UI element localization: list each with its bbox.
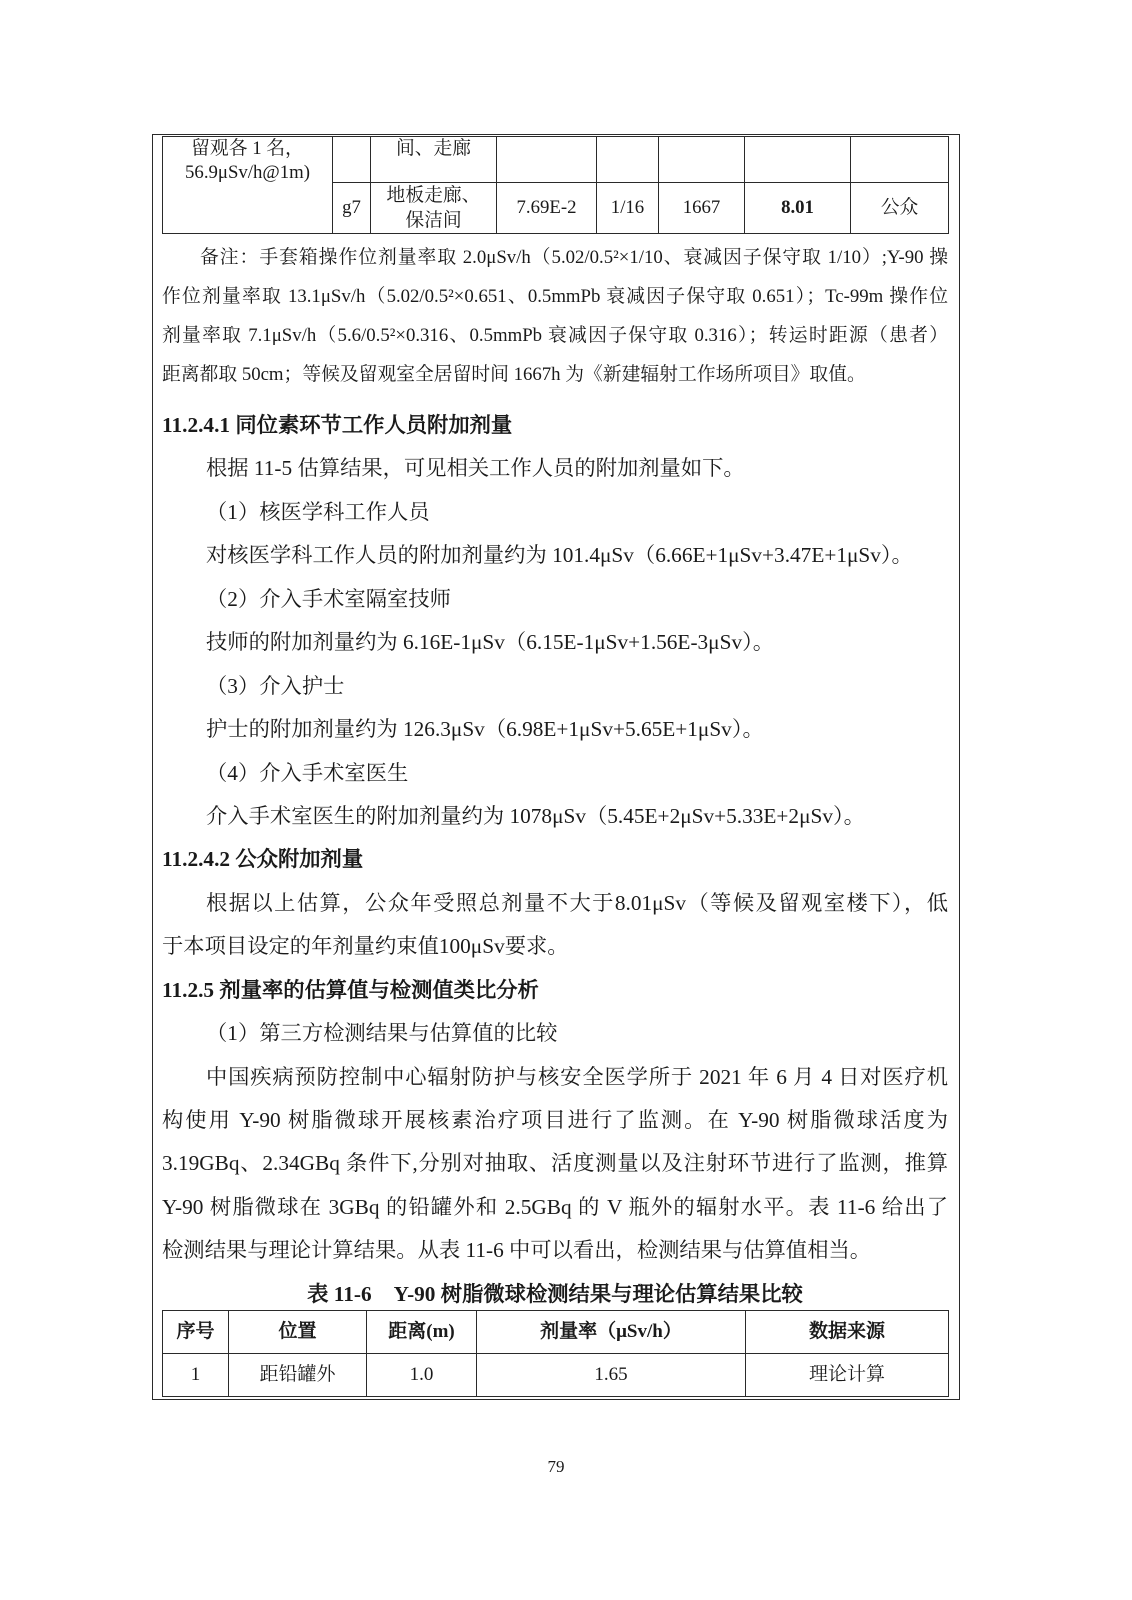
note-line: 距离都取 50cm；等候及留观室全居留时间 1667h 为《新建辐射工作场所项目》取值。 (162, 364, 866, 385)
paragraph-line: 3.19GBq、2.34GBq 条件下,分别对抽取、活度测量以及注射环节进行了监测，推算 (162, 1151, 948, 1176)
table-cell-annual-dose: 8.01 (745, 183, 851, 234)
table-cell-empty (745, 137, 851, 183)
paragraph-line: 护士的附加剂量约为 126.3μSv（6.98E+1μSv+5.65E+1μSv）。 (206, 717, 764, 742)
list-item-label: （1）第三方检测结果与估算值的比较 (206, 1021, 558, 1046)
table-cell-distance: 1.0 (367, 1354, 477, 1397)
table-cell-location: 间、走廊 (371, 137, 497, 183)
column-header-position: 位置 (229, 1311, 367, 1354)
list-item-label: （1）核医学科工作人员 (206, 499, 430, 524)
section-heading: 11.2.4.1 同位素环节工作人员附加剂量 (162, 413, 513, 437)
list-item-label: （2）介入手术室隔室技师 (206, 586, 451, 611)
table-cell-empty (333, 137, 371, 183)
column-header-index: 序号 (163, 1311, 229, 1354)
table-cell-location (371, 183, 497, 234)
cell-line: 56.9μSv/h@1m) (185, 162, 310, 183)
paragraph-line: 根据以上估算，公众年受照总剂量不大于8.01μSv（等候及留观室楼下），低 (206, 890, 948, 915)
dose-estimate-table-continued (162, 136, 949, 234)
note-line: 剂量率取 7.1μSv/h（5.6/0.5²×0.316、0.5mmPb 衰减因子保守取 0.316）；转运时距源（患者） (162, 325, 948, 346)
table-cell-id: g7 (333, 183, 371, 234)
cell-line: 留观各 1 名， (191, 138, 304, 159)
cell-line: 保洁间 (405, 210, 462, 231)
column-header-dose-rate: 剂量率（μSv/h） (477, 1311, 746, 1354)
table-cell-group: 公众 (851, 183, 949, 234)
table-header-row (163, 1311, 949, 1354)
cell-line: 地板走廊、 (386, 185, 481, 206)
paragraph-line: 介入手术室医生的附加剂量约为 1078μSv（5.45E+2μSv+5.33E+2μSv）。 (206, 803, 865, 828)
table-cell-staff-description (163, 137, 333, 234)
paragraph-line: 根据 11-5 估算结果，可见相关工作人员的附加剂量如下。 (206, 456, 745, 481)
table-cell-occupancy-factor: 1/16 (597, 183, 659, 234)
caption-number: 表 11-6 (307, 1281, 372, 1306)
table-cell-empty (659, 137, 745, 183)
table-cell-position: 距铅罐外 (229, 1354, 367, 1397)
table-note (162, 238, 948, 394)
document-body (162, 404, 948, 1316)
paragraph-line: 中国疾病预防控制中心辐射防护与核安全医学所于 2021 年 6 月 4 日对医疗机 (206, 1064, 948, 1089)
column-header-source: 数据来源 (746, 1311, 949, 1354)
paragraph-line: 对核医学科工作人员的附加剂量约为 101.4μSv（6.66E+1μSv+3.47E+1μSv）。 (206, 543, 913, 568)
paragraph-line: 检测结果与理论计算结果。从表 11-6 中可以看出，检测结果与估算值相当。 (162, 1238, 872, 1263)
table-cell-empty (497, 137, 597, 183)
list-item-label: （3）介入护士 (206, 673, 345, 698)
paragraph-line: 构使用 Y-90 树脂微球开展核素治疗项目进行了监测。在 Y-90 树脂微球活度为 (162, 1108, 948, 1132)
paragraph-line: Y-90 树脂微球在 3GBq 的铅罐外和 2.5GBq 的 V 瓶外的辐射水平。表 11-6 给出了 (162, 1194, 948, 1219)
section-heading: 11.2.4.2 公众附加剂量 (162, 847, 364, 872)
table-cell-index: 1 (163, 1354, 229, 1397)
paragraph-line: 于本项目设定的年剂量约束值100μSv要求。 (162, 934, 569, 959)
note-line: 作位剂量率取 13.1μSv/h（5.02/0.5²×0.651、0.5mmPb 衰减因子保守取 0.651）；Tc-99m 操作位 (162, 286, 948, 307)
table-cell-source: 理论计算 (746, 1354, 949, 1397)
page-number: 79 (547, 1457, 565, 1476)
section-heading: 11.2.5 剂量率的估算值与检测值类比分析 (162, 977, 539, 1002)
table-cell-hours: 1667 (659, 183, 745, 234)
table-cell-empty (851, 137, 949, 183)
table-cell-dose-rate: 1.65 (477, 1354, 746, 1397)
table-row (163, 1354, 949, 1397)
column-header-distance: 距离(m) (367, 1311, 477, 1354)
table-cell-dose-rate: 7.69E-2 (497, 183, 597, 234)
paragraph-line: 技师的附加剂量约为 6.16E-1μSv（6.15E-1μSv+1.56E-3μSv）。 (206, 630, 775, 655)
note-line: 备注：手套箱操作位剂量率取 2.0μSv/h（5.02/0.5²×1/10、衰减因子保守取 1/10）;Y-90 操 (200, 247, 948, 268)
table-cell-empty (597, 137, 659, 183)
list-item-label: （4）介入手术室医生 (206, 760, 409, 785)
comparison-table (162, 1310, 949, 1397)
table-row (163, 137, 949, 183)
caption-title: Y-90 树脂微球检测结果与理论估算结果比较 (393, 1281, 803, 1306)
